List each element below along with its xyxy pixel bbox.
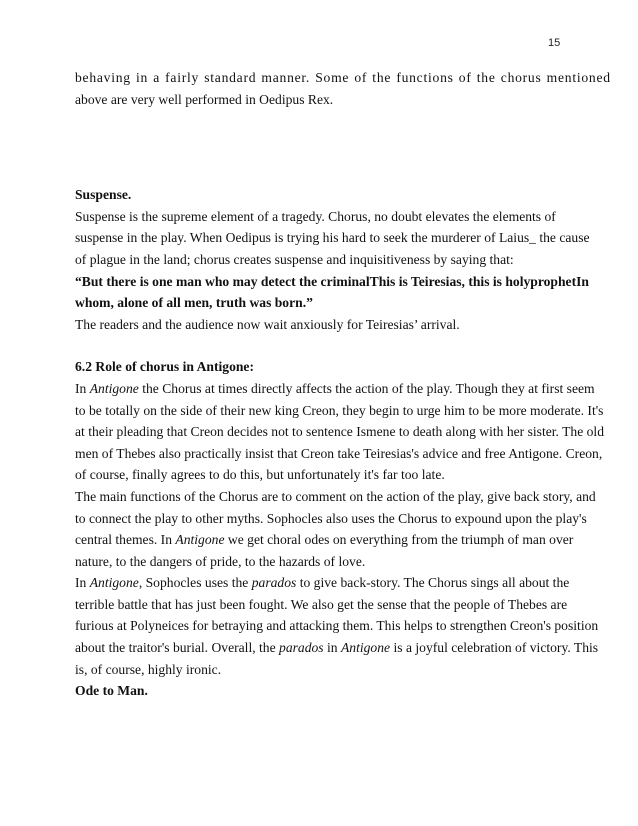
text-line xyxy=(75,637,599,659)
text-line: The readers and the audience now wait anxiously for Teiresias’ arrival. xyxy=(75,316,460,332)
text-run: to give back-story. The Chorus sings all about the xyxy=(296,575,570,591)
text-line: at their pleading that Creon decides not to sentence Ismene to death along with her sister. The old xyxy=(75,424,605,440)
text-line: of course, finally agrees to do this, but unfortunately it's far too late. xyxy=(75,467,445,483)
italic-term: parados xyxy=(279,640,324,656)
text-line: nature, to the dangers of pride, to the hazards of love. xyxy=(75,553,366,569)
text-line xyxy=(75,529,574,551)
text-line: Suspense is the supreme element of a tragedy. Chorus, no doubt elevates the elements of xyxy=(75,208,556,224)
section-heading: 6.2 Role of chorus in Antigone: xyxy=(75,359,254,375)
page-body xyxy=(75,67,611,702)
spacer xyxy=(75,110,569,184)
suspense-heading: Suspense. xyxy=(75,187,132,203)
quote-line: “But there is one man who may detect the criminalThis is Teiresias, this is holyprophetIn xyxy=(75,273,589,289)
page-number: 15 xyxy=(548,37,561,49)
quote-line: whom, alone of all men, truth was born.” xyxy=(75,295,313,311)
text-line xyxy=(75,378,595,400)
text-line: The main functions of the Chorus are to comment on the action of the play, give back story, and xyxy=(75,488,596,504)
text-line: to connect the play to other myths. Sophocles also uses the Chorus to expound upon the play's xyxy=(75,510,587,526)
text-run: central themes. In xyxy=(75,532,176,548)
italic-title: Antigone xyxy=(89,575,139,591)
text-run: is a joyful celebration of victory. This xyxy=(390,640,599,656)
text-line: terrible battle that has just been fought. We also get the sense that the people of Thebes are xyxy=(75,596,568,612)
italic-term: parados xyxy=(251,575,297,591)
text-line: furious at Polyneices for betraying and attacking them. This helps to strengthen Creon's position xyxy=(75,618,599,634)
spacer xyxy=(75,335,569,356)
text-run: In xyxy=(75,380,90,396)
italic-title: Antigone xyxy=(340,640,391,656)
text-line: is, of course, highly ironic. xyxy=(75,661,222,677)
text-run: in xyxy=(323,640,341,656)
text-run: , Sophocles uses the xyxy=(138,575,252,591)
text-run: about the traitor's burial. Overall, the xyxy=(75,640,280,656)
text-line xyxy=(75,572,569,594)
italic-title: Antigone xyxy=(89,380,139,396)
intro-line: above are very well performed in Oedipus Rex. xyxy=(75,91,334,107)
text-line: men of Thebes also practically insist that Creon take Teiresias's advice and free Antigone. Creon, xyxy=(75,445,603,461)
text-line: of plague in the land; chorus creates suspense and inquisitiveness by saying that: xyxy=(75,251,514,267)
italic-title: Antigone xyxy=(175,532,225,548)
text-run: we get choral odes on everything from the triumph of man over xyxy=(224,532,574,548)
text-line: to be totally on the side of their new king Creon, they begin to urge him to be more moderate. It's xyxy=(75,402,604,418)
text-line: suspense in the play. When Oedipus is trying his hard to seek the murderer of Laius_ the cause xyxy=(75,230,590,246)
text-run: In xyxy=(75,575,90,591)
text-run: the Chorus at times directly affects the action of the play. Though they at first seem xyxy=(138,380,595,396)
intro-line: behaving in a fairly standard manner. Some of the functions of the chorus mentioned xyxy=(75,70,611,85)
ode-heading: Ode to Man. xyxy=(75,683,148,699)
